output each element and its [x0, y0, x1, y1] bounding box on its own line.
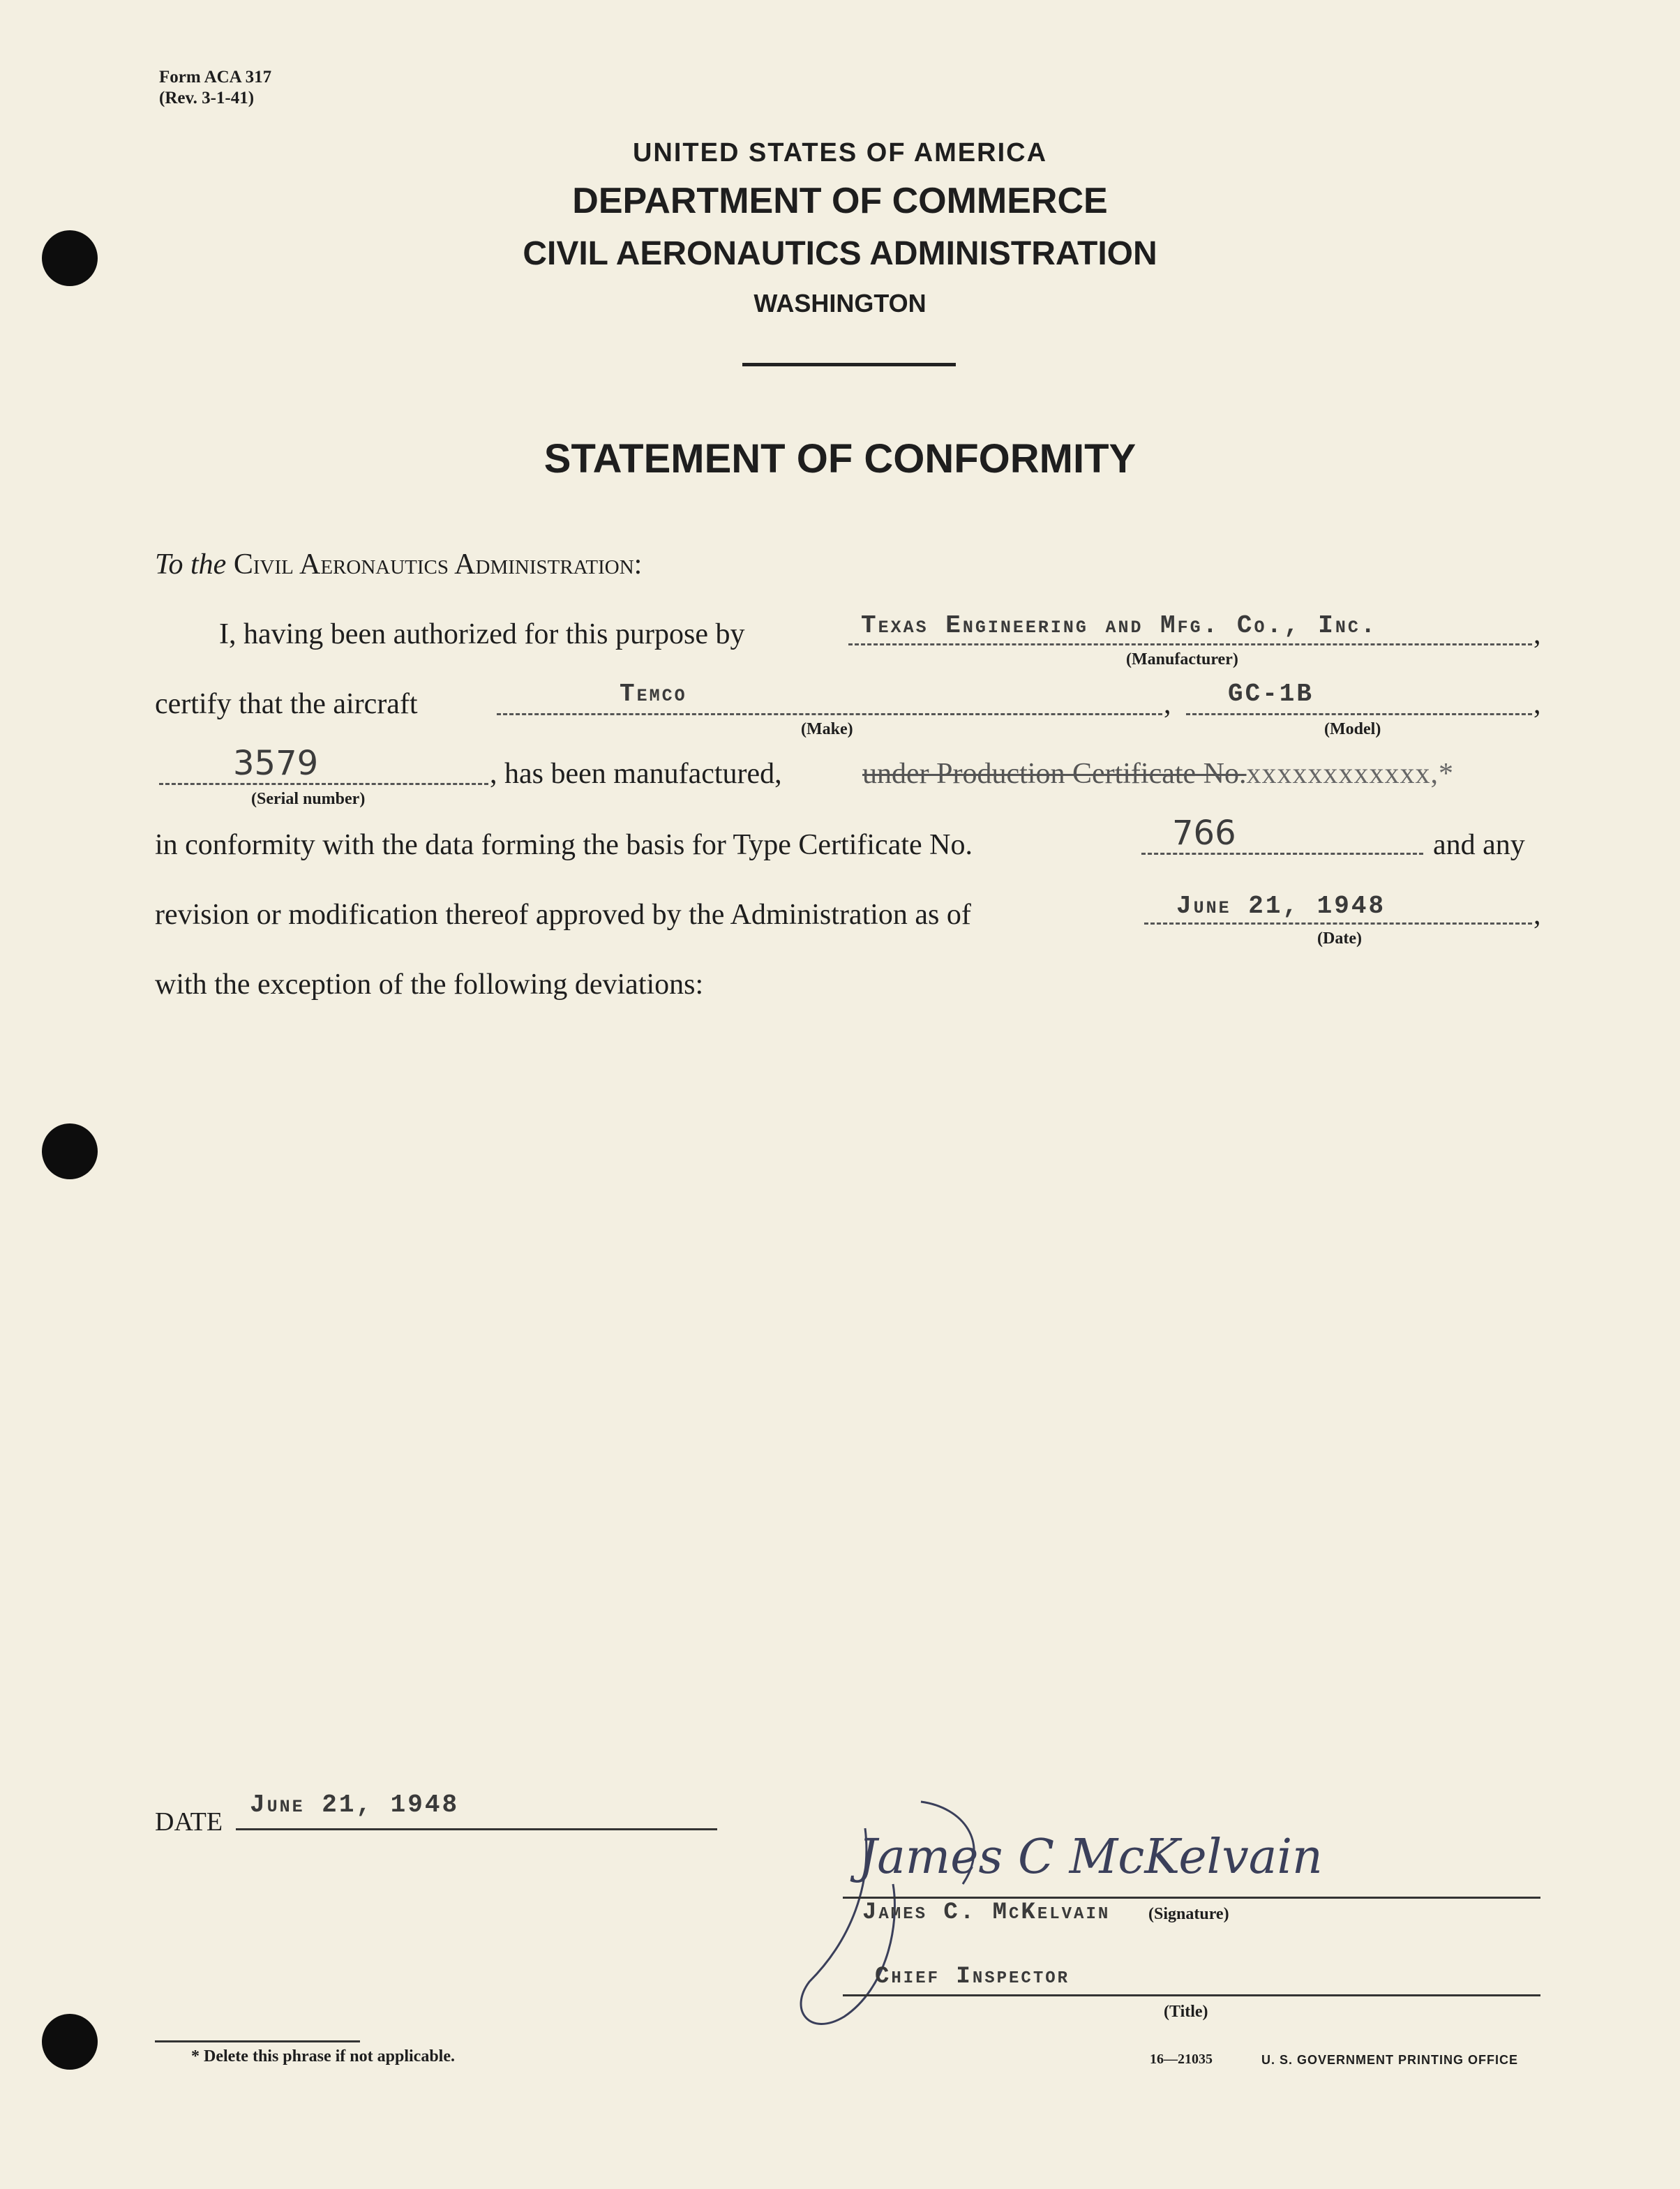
manufacturer-field-line: [848, 643, 1532, 645]
manufacturer-value: Texas Engineering and Mfg. Co., Inc.: [861, 611, 1378, 640]
title-label: (Title): [1164, 2003, 1208, 2021]
header-department: DEPARTMENT OF COMMERCE: [572, 181, 1108, 221]
model-value: GC-1B: [1228, 680, 1314, 708]
form-revision-label: (Rev. 3-1-41): [159, 89, 255, 107]
type-certificate-field-line: [1141, 853, 1423, 855]
make-comma: ,: [1164, 688, 1171, 720]
approval-date-field-line: [1144, 922, 1532, 925]
model-field-line: [1186, 713, 1532, 715]
punch-hole-bottom: [42, 2014, 98, 2070]
manufactured-text: , has been manufactured,: [490, 758, 782, 790]
struck-production-certificate: [862, 756, 1454, 791]
signature-label: (Signature): [1148, 1905, 1229, 1923]
date-value: June 21, 1948: [250, 1791, 460, 1819]
form-number-label: Form ACA 317: [159, 68, 272, 87]
approval-date-value: June 21, 1948: [1176, 892, 1386, 920]
header-country: UNITED STATES OF AMERICA: [632, 138, 1048, 167]
deviations-text: with the exception of the following deviations:: [155, 969, 704, 1001]
model-comma: ,: [1533, 688, 1541, 720]
signature-line: [843, 1897, 1540, 1899]
manufacturer-comma: ,: [1533, 618, 1541, 650]
approval-date-comma: ,: [1533, 899, 1541, 931]
serial-value: 3579: [233, 744, 319, 783]
make-value: Temco: [620, 680, 687, 708]
signer-title: Chief Inspector: [875, 1964, 1070, 1990]
form-number: [159, 67, 271, 109]
salutation-prefix: To the: [155, 548, 227, 581]
signer-name: James C. McKelvain: [862, 1899, 1111, 1926]
punch-hole-middle: [42, 1123, 98, 1179]
and-any-text: and any: [1433, 829, 1525, 861]
model-label: (Model): [1324, 720, 1381, 738]
salutation: [155, 547, 642, 582]
document-title: STATEMENT OF CONFORMITY: [543, 436, 1137, 481]
certify-text: certify that the aircraft: [155, 688, 418, 720]
approval-date-label: (Date): [1317, 929, 1362, 948]
salutation-suffix: :: [633, 548, 643, 581]
signature-script: James C McKelvain: [858, 1830, 1323, 1885]
salutation-name: Civil Aeronautics Administration: [233, 548, 634, 581]
date-field-label: DATE: [155, 1807, 223, 1837]
serial-label: (Serial number): [251, 790, 366, 808]
date-field-line: [236, 1828, 717, 1830]
type-certificate-value: 766: [1172, 814, 1236, 853]
make-label: (Make): [801, 720, 853, 738]
printer: U. S. GOVERNMENT PRINTING OFFICE: [1261, 2053, 1519, 2067]
struck-phrase: under Production Certificate No.: [862, 758, 1247, 790]
header-divider: [742, 363, 956, 366]
header-administration: CIVIL AERONAUTICS ADMINISTRATION: [523, 235, 1157, 272]
header-city: WASHINGTON: [753, 289, 927, 317]
title-line: [843, 1994, 1540, 1996]
make-field-line: [497, 713, 1162, 715]
footnote-rule: [155, 2040, 360, 2042]
serial-field-line: [159, 783, 488, 785]
authorization-text: I, having been authorized for this purpose by: [219, 618, 745, 650]
revision-text: revision or modification thereof approved by the Administration as of: [155, 899, 971, 931]
footnote: * Delete this phrase if not applicable.: [191, 2047, 455, 2065]
conformity-text: in conformity with the data forming the basis for Type Certificate No.: [155, 829, 973, 861]
manufacturer-label: (Manufacturer): [1126, 650, 1238, 668]
signature-mark: [781, 1800, 1451, 2052]
struck-xs: xxxxxxxxxxxx,*: [1246, 758, 1455, 790]
print-code: 16—21035: [1150, 2052, 1213, 2067]
